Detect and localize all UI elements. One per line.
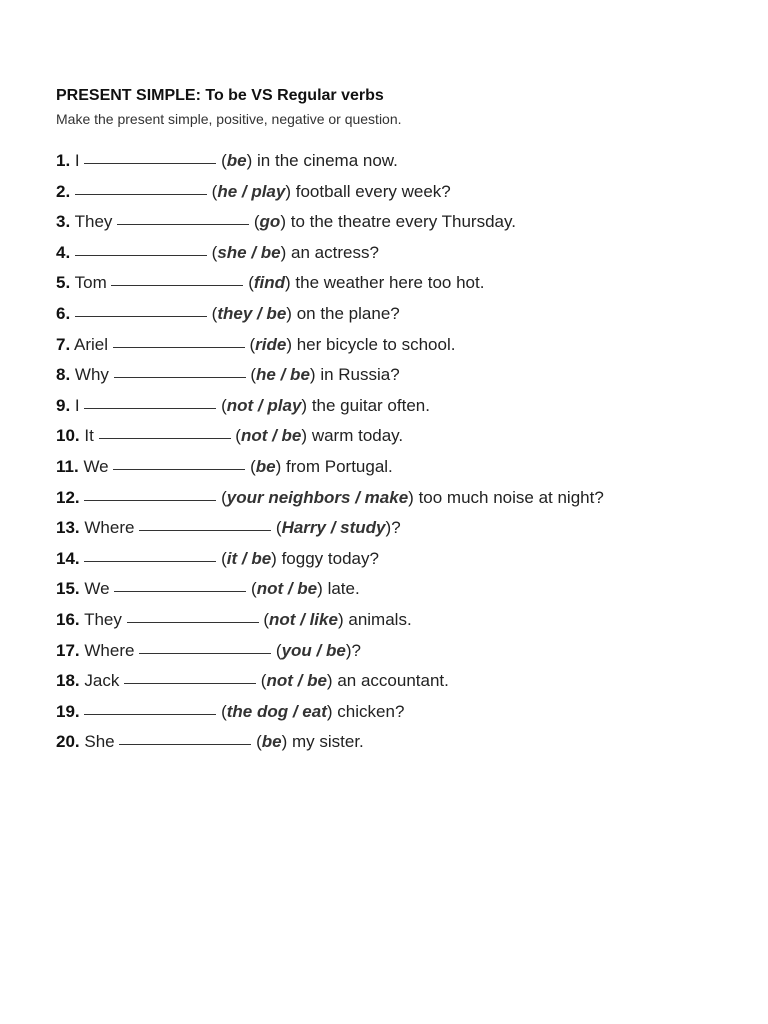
item-suffix-text: too much noise at night? xyxy=(418,487,604,507)
item-suffix-text: the guitar often. xyxy=(311,395,430,415)
item-number: 10. xyxy=(56,426,80,446)
item-suffix-text: in the cinema now. xyxy=(257,151,398,170)
exercise-item: 4. (she / be) an actress? xyxy=(56,242,379,262)
item-suffix-text: her bicycle to school. xyxy=(296,334,456,354)
item-number: 15. xyxy=(56,579,80,599)
answer-blank xyxy=(114,376,246,378)
item-suffix-text: foggy today? xyxy=(281,548,379,568)
item-number: 7. xyxy=(56,334,71,354)
verb-hint: go xyxy=(259,212,281,232)
exercise-list xyxy=(56,146,736,758)
item-number: 6. xyxy=(56,303,71,323)
item-suffix-text: the weather here too hot. xyxy=(295,273,485,293)
item-prefix-text: Jack xyxy=(84,671,120,691)
item-number: 8. xyxy=(56,365,71,385)
exercise-item: 1. I (be) in the cinema now. xyxy=(56,151,398,170)
worksheet-title: PRESENT SIMPLE: To be VS Regular verbs xyxy=(56,87,384,104)
item-suffix-text: ? xyxy=(351,640,361,660)
exercise-item: 7. Ariel (ride) her bicycle to school. xyxy=(56,334,456,354)
item-prefix-text: Where xyxy=(84,518,135,538)
verb-hint: the dog / eat xyxy=(226,701,327,721)
item-number: 3. xyxy=(56,212,71,232)
item-prefix-text: Where xyxy=(84,640,135,660)
item-suffix-text: animals. xyxy=(348,609,412,629)
answer-blank xyxy=(75,254,207,256)
item-number: 9. xyxy=(56,395,71,415)
item-suffix-text: chicken? xyxy=(337,701,405,721)
exercise-item: 19. (the dog / eat) chicken? xyxy=(56,701,405,721)
worksheet xyxy=(56,86,736,758)
item-prefix-text: It xyxy=(84,426,94,446)
item-suffix-text: my sister. xyxy=(292,732,364,752)
answer-blank xyxy=(75,315,207,317)
item-suffix-text: to the theatre every Thursday. xyxy=(290,212,516,232)
answer-blank xyxy=(117,223,249,225)
exercise-item: 17. Where (you / be)? xyxy=(56,640,361,660)
verb-hint: it / be xyxy=(226,548,272,568)
item-number: 2. xyxy=(56,181,71,201)
exercise-item: 13. Where (Harry / study)? xyxy=(56,518,401,538)
answer-blank xyxy=(99,437,231,439)
verb-hint: your neighbors / make xyxy=(226,487,409,507)
item-prefix-text: I xyxy=(74,395,80,415)
verb-hint: she / be xyxy=(217,242,281,262)
item-prefix-text: Ariel xyxy=(73,334,108,354)
answer-blank xyxy=(113,468,245,470)
item-prefix-text: They xyxy=(84,609,122,629)
verb-hint: he / be xyxy=(256,365,310,385)
exercise-item: 6. (they / be) on the plane? xyxy=(56,303,400,323)
verb-hint: be xyxy=(226,151,247,170)
exercise-item: 11. We (be) from Portugal. xyxy=(56,456,393,476)
answer-blank xyxy=(113,346,245,348)
item-prefix-text: Why xyxy=(74,365,109,385)
verb-hint: not / be xyxy=(256,579,318,599)
answer-blank xyxy=(84,499,216,501)
item-number: 19. xyxy=(56,701,80,721)
item-suffix-text: warm today. xyxy=(311,426,404,446)
item-suffix-text: on the plane? xyxy=(296,303,400,323)
verb-hint: Harry / study xyxy=(281,518,386,538)
item-number: 4. xyxy=(56,242,71,262)
item-number: 1. xyxy=(56,151,71,170)
item-suffix-text: from Portugal. xyxy=(286,456,393,476)
answer-blank xyxy=(139,652,271,654)
item-number: 20. xyxy=(56,732,80,752)
worksheet-instructions: Make the present simple, positive, negative or question. xyxy=(56,111,402,127)
exercise-item: 2. (he / play) football every week? xyxy=(56,181,451,201)
verb-hint: not / play xyxy=(226,395,302,415)
item-suffix-text: late. xyxy=(327,579,360,599)
verb-hint: not / be xyxy=(240,426,302,446)
item-number: 18. xyxy=(56,671,80,691)
answer-blank xyxy=(84,560,216,562)
answer-blank xyxy=(114,590,246,592)
item-prefix-text: I xyxy=(74,151,80,170)
item-number: 5. xyxy=(56,273,71,293)
item-suffix-text: ? xyxy=(391,518,401,538)
verb-hint: find xyxy=(253,273,286,293)
item-prefix-text: She xyxy=(84,732,115,752)
exercise-item: 16. They (not / like) animals. xyxy=(56,609,412,629)
answer-blank xyxy=(84,162,216,164)
item-number: 17. xyxy=(56,640,80,660)
verb-hint: ride xyxy=(255,334,287,354)
answer-blank xyxy=(84,407,216,409)
verb-hint: not / like xyxy=(268,609,338,629)
exercise-item: 9. I (not / play) the guitar often. xyxy=(56,395,430,415)
exercise-item: 20. She (be) my sister. xyxy=(56,732,364,752)
item-number: 13. xyxy=(56,518,80,538)
verb-hint: not / be xyxy=(266,671,327,691)
exercise-item: 8. Why (he / be) in Russia? xyxy=(56,365,400,385)
verb-hint: be xyxy=(261,732,282,752)
verb-hint: be xyxy=(255,456,276,476)
answer-blank xyxy=(84,713,216,715)
item-prefix-text: They xyxy=(74,212,113,232)
exercise-item: 3. They (go) to the theatre every Thursday. xyxy=(56,212,516,232)
answer-blank xyxy=(139,529,271,531)
exercise-item: 12. (your neighbors / make) too much noise at night? xyxy=(56,487,604,507)
answer-blank xyxy=(127,621,259,623)
verb-hint: they / be xyxy=(217,303,287,323)
item-prefix-text: Tom xyxy=(74,273,107,293)
verb-hint: you / be xyxy=(281,640,346,660)
item-prefix-text: We xyxy=(84,579,110,599)
answer-blank xyxy=(75,193,207,195)
item-number: 12. xyxy=(56,487,80,507)
item-number: 16. xyxy=(56,609,80,629)
item-number: 14. xyxy=(56,548,80,568)
answer-blank xyxy=(124,682,256,684)
exercise-item: 5. Tom (find) the weather here too hot. xyxy=(56,273,485,293)
item-suffix-text: in Russia? xyxy=(320,365,400,385)
exercise-item: 18. Jack (not / be) an accountant. xyxy=(56,671,449,691)
item-suffix-text: an actress? xyxy=(291,242,379,262)
exercise-item: 10. It (not / be) warm today. xyxy=(56,426,404,446)
item-suffix-text: an accountant. xyxy=(337,671,449,691)
answer-blank xyxy=(111,284,243,286)
exercise-item: 15. We (not / be) late. xyxy=(56,579,360,599)
item-number: 11. xyxy=(56,456,79,476)
answer-blank xyxy=(119,743,251,745)
item-prefix-text: We xyxy=(83,456,109,476)
verb-hint: he / play xyxy=(217,181,286,201)
item-suffix-text: football every week? xyxy=(295,181,451,201)
exercise-item: 14. (it / be) foggy today? xyxy=(56,548,379,568)
